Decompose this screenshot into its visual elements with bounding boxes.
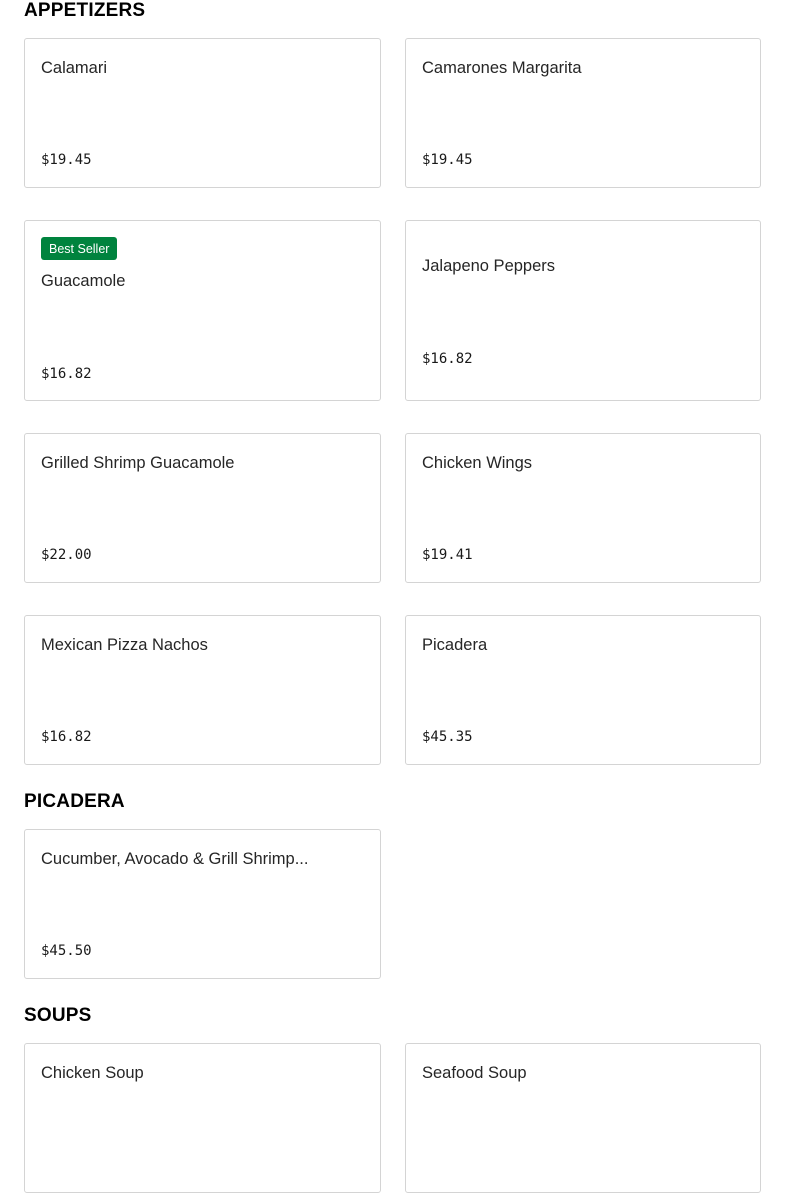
item-name: Cucumber, Avocado & Grill Shrimp... [41, 850, 309, 868]
menu-item-calamari[interactable] [24, 38, 381, 188]
item-name: Grilled Shrimp Guacamole [41, 454, 235, 472]
item-price: $19.45 [422, 152, 473, 168]
item-name: Mexican Pizza Nachos [41, 636, 208, 654]
item-price: $19.41 [422, 547, 473, 563]
menu-item-chicken-wings[interactable] [405, 433, 761, 583]
item-price: $16.82 [41, 366, 92, 382]
item-price: $45.50 [41, 943, 92, 959]
section-title-soups: SOUPS [24, 1005, 92, 1026]
item-name: Seafood Soup [422, 1064, 527, 1082]
menu-item-grilled-shrimp-guacamole[interactable] [24, 433, 381, 583]
item-name: Chicken Wings [422, 454, 533, 472]
item-name: Picadera [422, 636, 488, 654]
menu-item-seafood-soup[interactable] [405, 1043, 761, 1193]
item-price: $16.82 [422, 351, 473, 367]
item-name: Guacamole [41, 272, 126, 290]
menu-item-guacamole[interactable] [24, 220, 381, 401]
menu-item-picadera[interactable] [405, 615, 761, 765]
menu-item-jalapeno-peppers[interactable] [405, 220, 761, 401]
menu-item-cucumber-avocado-grill-shrimp[interactable] [24, 829, 381, 979]
item-price: $22.00 [41, 547, 92, 563]
item-price: $16.82 [41, 729, 92, 745]
menu-item-chicken-soup[interactable] [24, 1043, 381, 1193]
best-seller-badge: Best Seller [41, 237, 117, 260]
item-name: Chicken Soup [41, 1064, 144, 1082]
item-price: $19.45 [41, 152, 92, 168]
section-title-appetizers: APPETIZERS [24, 0, 146, 21]
item-price: $45.35 [422, 729, 473, 745]
menu-item-mexican-pizza-nachos[interactable] [24, 615, 381, 765]
item-name: Camarones Margarita [422, 59, 582, 77]
item-name: Calamari [41, 59, 108, 77]
item-name: Jalapeno Peppers [422, 257, 556, 275]
section-title-picadera: PICADERA [24, 791, 125, 812]
menu-item-camarones-margarita[interactable] [405, 38, 761, 188]
